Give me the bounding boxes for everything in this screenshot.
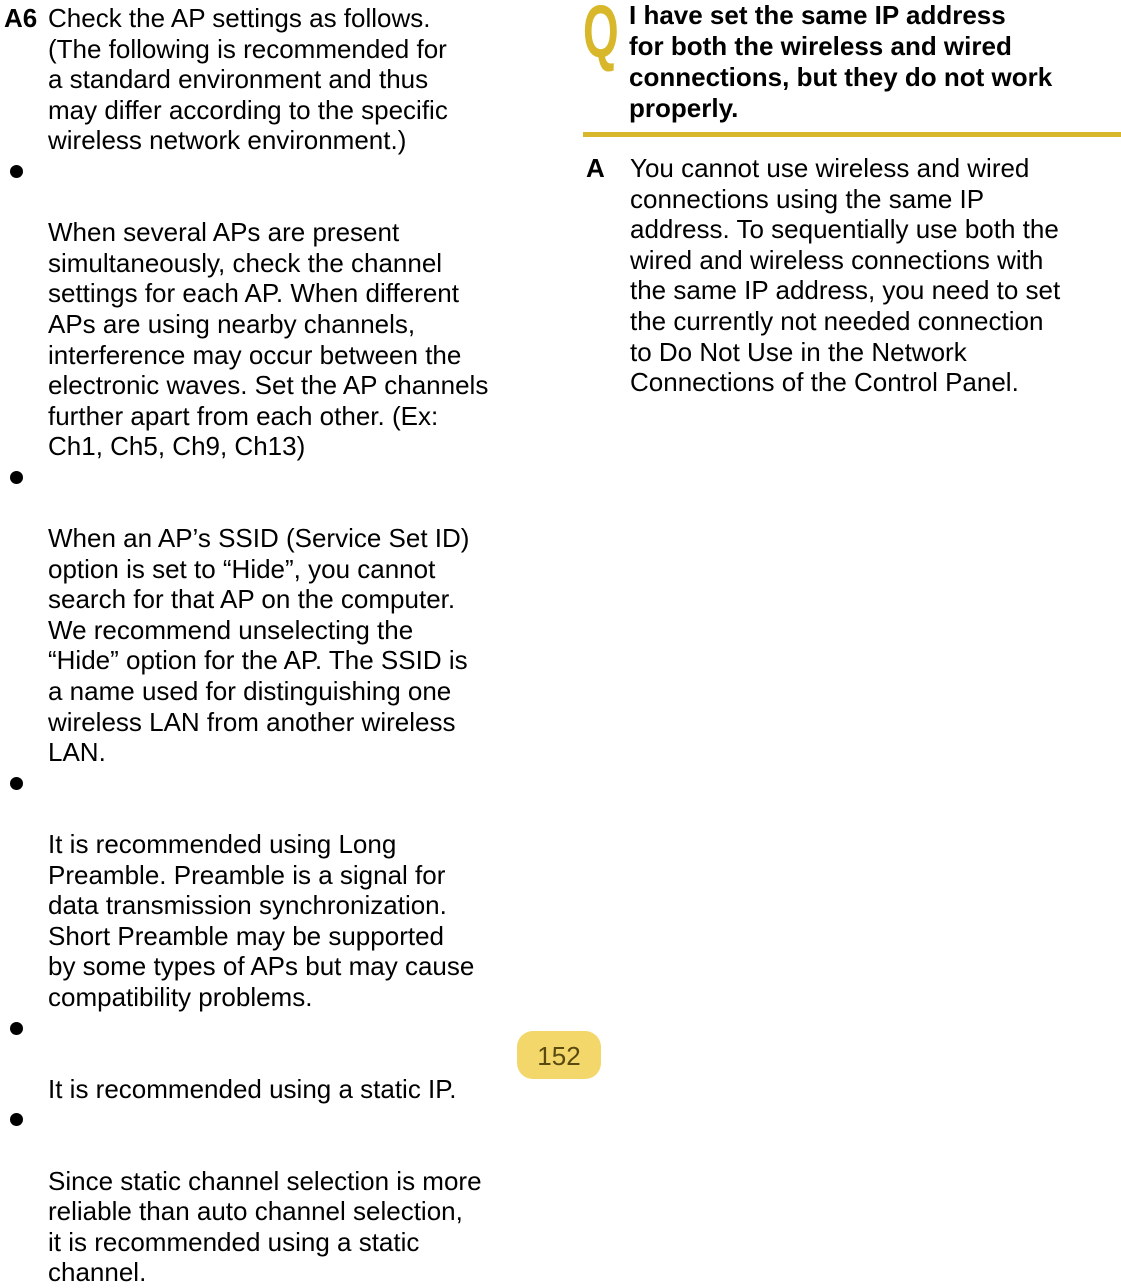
question-divider bbox=[583, 132, 1121, 137]
bullet-text: When several APs are present simultaneously, check the channel settings for each AP. When different APs are using nearby channels, interference may occur between the electronic waves. Set the AP channels further apart from each other. (Ex: Ch1, Ch5, Ch9, Ch13) bbox=[48, 217, 489, 462]
bullet-text: Since static channel selection is more reliable than auto channel selection, it is recommended using a static channel. bbox=[48, 1165, 482, 1288]
bullet-text: It is recommended using a static IP. bbox=[48, 1073, 457, 1104]
bullet-item-static-channel bbox=[4, 1104, 544, 1288]
bullet-dot-icon bbox=[10, 165, 23, 178]
question-text: I have set the same IP address for both the wireless and wired connections, but they do not work properly. bbox=[629, 0, 1053, 123]
a6-intro-text: Check the AP settings as follows. (The following is recommended for a standard environment and thus may differ according to the specific wireless network environment.) bbox=[48, 3, 448, 156]
bullet-dot-icon bbox=[10, 471, 23, 484]
page-number: 152 bbox=[537, 1041, 581, 1071]
bullet-item-channel bbox=[4, 156, 544, 462]
bullet-item-ssid bbox=[4, 462, 544, 768]
answer-label-a6: A6 bbox=[4, 3, 38, 33]
question-marker-q: Q bbox=[583, 0, 619, 73]
settings-bullet-list bbox=[4, 156, 544, 1288]
bullet-item-preamble bbox=[4, 768, 544, 1013]
bullet-text: When an AP’s SSID (Service Set ID) option is set to “Hide”, you cannot search for that AP on the computer. We recommend unselecting the “Hide” option for the AP. The SSID is a name used for distinguishing one wireless LAN from another wireless LAN. bbox=[48, 523, 470, 768]
answer-label-a: A bbox=[586, 153, 605, 183]
bullet-dot-icon bbox=[10, 1022, 23, 1035]
bullet-dot-icon bbox=[10, 1113, 23, 1126]
a6-answer-block bbox=[4, 3, 544, 1288]
page-number-badge bbox=[517, 1031, 601, 1079]
bullet-text: It is recommended using Long Preamble. Preamble is a signal for data transmission synchronization. Short Preamble may be supported by some types of APs but may cause compatibility problems. bbox=[48, 829, 475, 1012]
answer-text: You cannot use wireless and wired connections using the same IP address. To sequentially use both the wired and wireless connections with the same IP address, you need to set the currently not needed connection to Do Not Use in the Network Connections of the Control Panel. bbox=[630, 153, 1061, 398]
bullet-dot-icon bbox=[10, 777, 23, 790]
bullet-item-static-ip bbox=[4, 1013, 544, 1105]
